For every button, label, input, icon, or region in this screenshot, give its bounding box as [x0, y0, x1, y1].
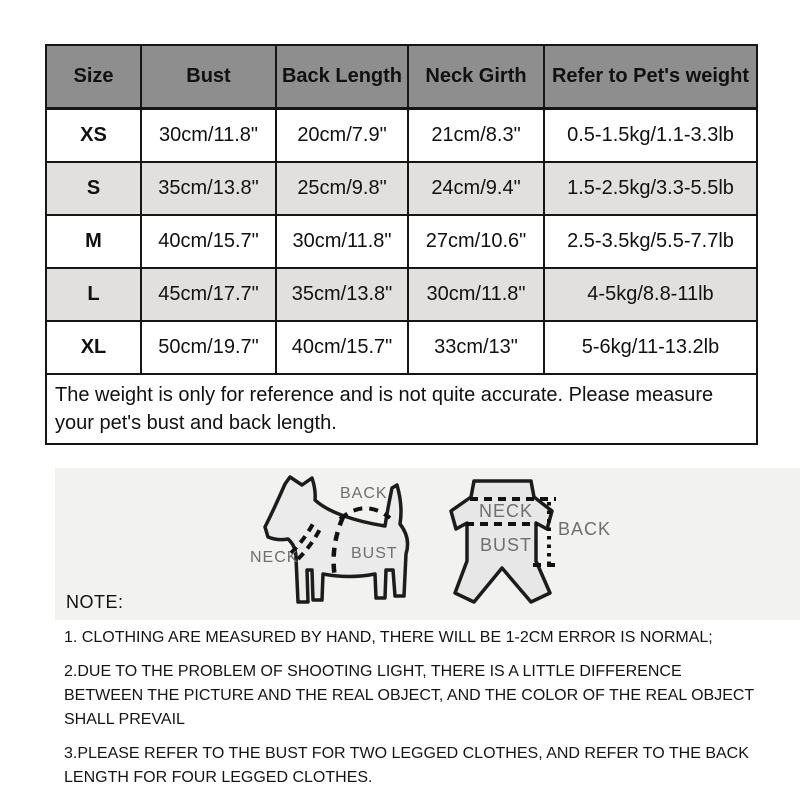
garment-bust-label: BUST	[480, 535, 533, 555]
table-footnote-row	[46, 374, 757, 444]
bust-cell: 45cm/17.7"	[141, 268, 276, 321]
weight-cell: 2.5-3.5kg/5.5-7.7lb	[544, 215, 757, 268]
back-length-cell: 40cm/15.7"	[276, 321, 408, 374]
neck-girth-cell: 30cm/11.8"	[408, 268, 544, 321]
bust-cell: 50cm/19.7"	[141, 321, 276, 374]
header-weight: Refer to Pet's weight	[544, 45, 757, 109]
garment-back-label: BACK	[558, 519, 612, 539]
neck-girth-cell: 21cm/8.3"	[408, 109, 544, 162]
header-neck-girth: Neck Girth	[408, 45, 544, 109]
header-bust: Bust	[141, 45, 276, 109]
weight-cell: 5-6kg/11-13.2lb	[544, 321, 757, 374]
bust-cell: 40cm/15.7"	[141, 215, 276, 268]
note-heading: NOTE:	[66, 592, 124, 612]
table-row-xl	[46, 321, 757, 374]
notes-list	[64, 626, 759, 800]
size-cell: XL	[46, 321, 141, 374]
size-cell: M	[46, 215, 141, 268]
back-length-cell: 30cm/11.8"	[276, 215, 408, 268]
table-row-xs	[46, 109, 757, 162]
note-item-2: 2.DUE TO THE PROBLEM OF SHOOTING LIGHT, THERE IS A LITTLE DIFFERENCE BETWEEN THE PICTURE AND THE REAL OBJECT, AND THE COLOR OF THE REAL OBJECT SHALL PREVAIL	[64, 663, 754, 728]
header-back-length: Back Length	[276, 45, 408, 109]
note-item-1: 1. CLOTHING ARE MEASURED BY HAND, THERE WILL BE 1-2CM ERROR IS NORMAL;	[64, 629, 713, 646]
garment-neck-label: NECK	[479, 501, 534, 521]
back-length-cell: 25cm/9.8"	[276, 162, 408, 215]
table-row-s	[46, 162, 757, 215]
header-size: Size	[46, 45, 141, 109]
size-cell: S	[46, 162, 141, 215]
dog-neck-label: NECK	[250, 549, 299, 566]
dog-bust-label: BUST	[351, 545, 398, 562]
table-row-m	[46, 215, 757, 268]
bust-cell: 35cm/13.8"	[141, 162, 276, 215]
weight-disclaimer: The weight is only for reference and is not quite accurate. Please measure your pet's bust and back length.	[46, 374, 757, 444]
weight-cell: 0.5-1.5kg/1.1-3.3lb	[544, 109, 757, 162]
neck-girth-cell: 24cm/9.4"	[408, 162, 544, 215]
size-cell: XS	[46, 109, 141, 162]
size-cell: L	[46, 268, 141, 321]
weight-cell: 4-5kg/8.8-11lb	[544, 268, 757, 321]
neck-girth-cell: 27cm/10.6"	[408, 215, 544, 268]
neck-girth-cell: 33cm/13"	[408, 321, 544, 374]
back-length-cell: 35cm/13.8"	[276, 268, 408, 321]
weight-cell: 1.5-2.5kg/3.3-5.5lb	[544, 162, 757, 215]
bust-cell: 30cm/11.8"	[141, 109, 276, 162]
back-length-cell: 20cm/7.9"	[276, 109, 408, 162]
note-item-3: 3.PLEASE REFER TO THE BUST FOR TWO LEGGED CLOTHES, AND REFER TO THE BACK LENGTH FOR FOUR LEGGED CLOTHES.	[64, 745, 749, 786]
measurement-diagram	[230, 462, 650, 622]
table-row-l	[46, 268, 757, 321]
table-header-row	[46, 45, 757, 109]
dog-back-label: BACK	[340, 485, 388, 502]
size-chart-table	[45, 44, 758, 445]
